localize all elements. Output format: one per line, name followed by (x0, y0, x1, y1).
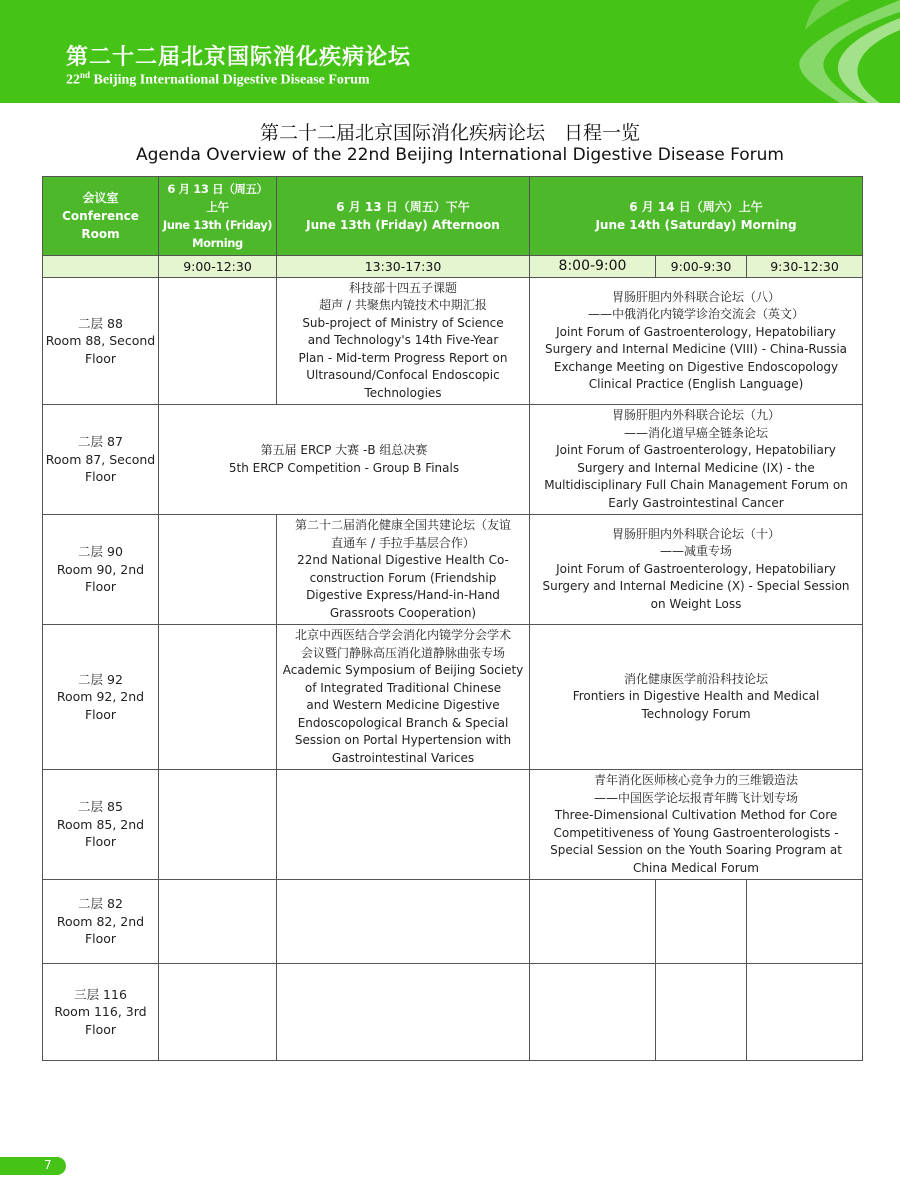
empty-cell (656, 964, 747, 1061)
header-friday-morning: 6 月 13 日（周五） 上午 June 13th (Friday) Morning (159, 177, 277, 256)
time-slot: 9:00-12:30 (159, 256, 277, 278)
header-room: 会议室 Conference Room (43, 177, 159, 256)
empty-cell (159, 278, 277, 405)
header-banner (0, 0, 900, 103)
room-cell: 二层 88 Room 88, Second Floor (43, 278, 159, 405)
page-title-en: Agenda Overview of the 22nd Beijing International Digestive Disease Forum (136, 145, 784, 165)
time-empty (43, 256, 159, 278)
time-row (43, 256, 863, 278)
room-cell: 二层 87 Room 87, Second Floor (43, 405, 159, 515)
empty-cell (747, 880, 863, 964)
table-row (43, 278, 863, 405)
session-cell: 胃肠肝胆内外科联合论坛（八） ——中俄消化内镜学诊治交流会（英文） Joint Forum of Gastroenterology, Hepatobiliary Surgery and Internal Medicine (VIII) - China-Russia Exchange Meeting on Digestive Endoscopology Clinical Practice (English Language) (530, 278, 863, 405)
time-slot: 13:30-17:30 (277, 256, 530, 278)
empty-cell (159, 770, 277, 880)
header-friday-afternoon: 6 月 13 日（周五）下午 June 13th (Friday) Afternoon (277, 177, 530, 256)
session-cell: 第五届 ERCP 大赛 -B 组总决赛 5th ERCP Competition - Group B Finals (159, 405, 530, 515)
page-title-cn: 第二十二届北京国际消化疾病论坛 日程一览 (259, 122, 640, 144)
table-row (43, 405, 863, 515)
session-cell: 消化健康医学前沿科技论坛 Frontiers in Digestive Health and Medical Technology Forum (530, 625, 863, 770)
empty-cell (747, 964, 863, 1061)
table-row (43, 964, 863, 1061)
header-saturday-morning: 6 月 14 日（周六）上午 June 14th (Saturday) Morning (530, 177, 863, 256)
empty-cell (530, 880, 656, 964)
time-slot: 9:00-9:30 (656, 256, 747, 278)
swoosh-logo-icon (700, 0, 900, 103)
forum-title-cn: 第二十二届北京国际消化疾病论坛 (66, 44, 412, 70)
table-row (43, 770, 863, 880)
forum-title-en: 22nd Beijing International Digestive Disease Forum (66, 70, 370, 88)
page-number: 7 (44, 1158, 52, 1172)
empty-cell (159, 880, 277, 964)
empty-cell (277, 770, 530, 880)
table-row (43, 880, 863, 964)
empty-cell (277, 964, 530, 1061)
room-cell: 二层 92 Room 92, 2nd Floor (43, 625, 159, 770)
session-cell: 胃肠肝胆内外科联合论坛（九） ——消化道早癌全链条论坛 Joint Forum of Gastroenterology, Hepatobiliary Surgery and Internal Medicine (IX) - the Multidisciplinary Full Chain Management Forum on Early Gastrointestinal Cancer (530, 405, 863, 515)
time-slot: 8:00-9:00 (530, 256, 656, 278)
empty-cell (159, 964, 277, 1061)
time-slot: 9:30-12:30 (747, 256, 863, 278)
session-cell: 青年消化医师核心竞争力的三维锻造法 ——中国医学论坛报青年腾飞计划专场 Three-Dimensional Cultivation Method for Core Competitiveness of Young Gastroenterologists - Special Session on the Youth Soaring Program at China Medical Forum (530, 770, 863, 880)
table-header-row (43, 177, 863, 256)
room-cell: 二层 90 Room 90, 2nd Floor (43, 515, 159, 625)
session-cell: 科技部十四五子课题 超声 / 共聚焦内镜技术中期汇报 Sub-project of Ministry of Science and Technology's 14th Five-Year Plan - Mid-term Progress Report on Ultrasound/Confocal Endoscopic Technologies (277, 278, 530, 405)
agenda-table (42, 176, 863, 1061)
empty-cell (159, 515, 277, 625)
empty-cell (159, 625, 277, 770)
session-cell: 北京中西医结合学会消化内镜学分会学术 会议暨门静脉高压消化道静脉曲张专场 Academic Symposium of Beijing Society of Integrated Traditional Chinese and Western Medicine Digestive Endoscopological Branch & Special Session on Portal Hypertension with Gastrointestinal Varices (277, 625, 530, 770)
table-row (43, 625, 863, 770)
session-cell: 胃肠肝胆内外科联合论坛（十） ——减重专场 Joint Forum of Gastroenterology, Hepatobiliary Surgery and Internal Medicine (X) - Special Session on Weight Loss (530, 515, 863, 625)
room-cell: 二层 82 Room 82, 2nd Floor (43, 880, 159, 964)
page-number-tab (0, 1157, 66, 1175)
table-row (43, 515, 863, 625)
empty-cell (656, 880, 747, 964)
session-cell: 第二十二届消化健康全国共建论坛（友谊 直通车 / 手拉手基层合作） 22nd National Digestive Health Co- construction Forum (Friendship Digestive Express/Hand-in-Hand Grassroots Cooperation) (277, 515, 530, 625)
empty-cell (530, 964, 656, 1061)
room-cell: 三层 116 Room 116, 3rd Floor (43, 964, 159, 1061)
room-cell: 二层 85 Room 85, 2nd Floor (43, 770, 159, 880)
empty-cell (277, 880, 530, 964)
